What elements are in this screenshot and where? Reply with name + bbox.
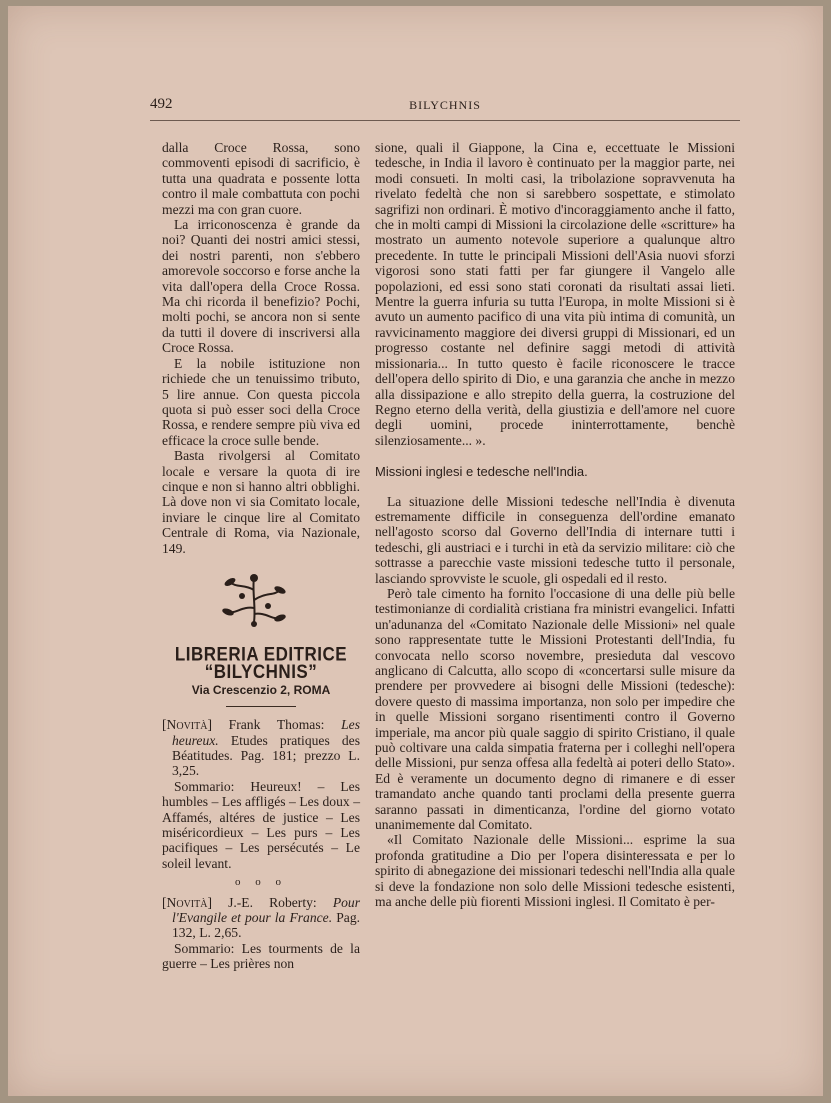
ad-divider (226, 706, 296, 707)
book-entry-1 (162, 717, 360, 871)
book-summary: Sommario: Heureux! – Les humbles – Les affligés – Les doux – Affamés, altéres de justice – Les miséricordieux – Les purs – Les pacifiques – Les persécutés – Le soleil levant. (162, 778, 360, 871)
book-details: Pag. 132, L. 2,65. (172, 910, 361, 941)
book-title: Les heureux. (172, 717, 360, 748)
left-paragraph-4: Basta rivolgersi al Comitato locale e versare la quota di ire cinque e non si hanno altri obblighi. Là dove non vi sia Comitato locale, inviare le cinque lire al Comitato Centrale di Roma, via Nazionale, 149. (162, 448, 360, 556)
book-details: Etudes pratiques des Béatitudes. Pag. 181; prezzo L. 3,25. (172, 732, 360, 779)
right-paragraph-1: sione, quali il Giappone, la Cina e, eccettuate le Missioni tedesche, in India il lavoro è continuato per la maggior parte, nei modi consueti. In molti casi, la tribolazione sopravvenuta ha rivelato fedeltà che non si sarebbero sospettate, e stimolato sagrifizi non ordinari. È motivo d'incoraggiamento anche il fatto, che in molti campi di Missioni la circolazione delle «scritture» ha mostrato un aumento notevole superiore a qualunque altro precedente. In tutte le principali Missioni dell'Asia nuovi sforzi vigorosi sono stati fatti per far giungere il Vangelo alle popolazioni, ed essi sono stati coronati da risultati assai lieti. Mentre la guerra infuria su tutta l'Europa, in molte Missioni si è avuto un aumento pacifico di una vita più intima di comunità, un ravvicinamento maggiore dei diversi gruppi di Missionari, ed un progresso costante nel definire saggi metodi di attività missionaria... In tutto questo è facile riconoscere le tracce dell'opera dello spirito di Dio, e una garanzia che anche in mezzo alla dissipazione e allo strepito della guerra, la costruzione del Regno eterno della verità, della giustizia e dell'amore nel cuore degli uomini, procede ininterrottamente, benchè silenziosamente... ». (375, 140, 735, 448)
book-title: Pour l'Evangile et pour la France. (172, 894, 360, 926)
page-header (150, 96, 740, 121)
new-tag: [Novità] (162, 894, 212, 910)
right-paragraph-2: La situazione delle Missioni tedesche nell'India è divenuta estremamente difficile in conseguenza dell'ordine emanato nell'agosto scorso dal Governo dell'India di internare tutti i tedeschi, gli austriaci e i turchi in età da servizio militare: ciò che sottrasse a parecchie vaste missioni tedesche tutto il personale, lasciando sprovviste le scuole, gli ospedali ed il resto. (375, 493, 735, 586)
floral-ornament-icon (214, 570, 294, 630)
right-paragraph-3: Però tale cimento ha fornito l'occasione di una delle più belle testimonianze di cordialità cristiana fra ministri evangelici. Infatti un'adunanza del «Comitato Nazionale delle Missioni» nel quale sono rappresentate tutte le Missioni Protestanti dell'India, fu convocata nello scorso novembre, presieduta dal vescovo anglicano di Calcutta, allo scopo di «concertarsi sulle misure da prendere per provvedere ai bisogni delle Missioni (tedesche): dovere questo di massima importanza, non solo per impedire che in quelle Missioni sorgano risentimenti contro il Governo imperiale, ma ancor più quale saggio di spirito Cristiano, il quale può coltivare una calda simpatia fraterna per i colleghi nell'opera delle Missioni, pur senza offesa alla fedeltà ai poteri dello Stato». Ed è veramente un documento degno di rimanere e di esser tramandato anche quando tanti proclami della presente guerra saranno passati in dimenticanza, l'ordine del giorno votato unanimemente dal Comitato. (375, 585, 735, 833)
book-author: J.-E. Roberty: (228, 894, 317, 910)
running-title: BILYCHNIS (409, 98, 481, 112)
left-paragraph-3: E la nobile istituzione non richiede che un tenuissimo tributo, 5 lire annue. Con questa piccola quota si può esser soci della Croce Rossa, e rendere sempre più viva ed efficace la croce sulle bende. (162, 355, 360, 448)
book-summary: Sommario: Les tourments de la guerre – Les prières non (162, 940, 360, 972)
right-paragraph-4: «Il Comitato Nazionale delle Missioni... esprime la sua profonda gratitudine a Dio per l'opera disinteressata e per lo spirito di abnegazione dei missionari tedeschi nell'India alla quale si deve la fondazione non solo delle Missioni tedesche esistenti, ma anche delle più fiorenti Missioni inglesi. Il Comitato è per- (375, 832, 735, 910)
section-heading: Missioni inglesi e tedesche nell'India. (375, 464, 588, 480)
entry-separator: o o o (235, 876, 287, 889)
left-paragraph-2: La irriconoscenza è grande da noi? Quanti dei nostri amici stessi, dei nostri parenti, non s'ebbero amorevole soccorso e forse anche la vita dall'opera della Croce Rossa. Ma chi ricorda il benefizio? Pochi, molti pochi, se ancora non si sente da tutti il dovere di inscriversi alla Croce Rossa. (162, 217, 360, 356)
book-entry-2 (162, 895, 360, 972)
publisher-ad-title: LIBRERIA EDITRICE “BILYCHNIS” (174, 643, 348, 683)
left-column (162, 140, 360, 972)
left-paragraph-1: dalla Croce Rossa, sono commoventi episodi di sacrificio, è tutta una quadrata e possente lotta contro il male combattuta con pochi mezzi ma con gran cuore. (162, 140, 360, 217)
page-number: 492 (150, 96, 173, 112)
right-column (375, 140, 735, 910)
new-tag: [Novità] (162, 717, 212, 733)
publisher-ad-address: Via Crescenzio 2, ROMA (191, 682, 331, 697)
book-author: Frank Thomas: (228, 717, 325, 733)
